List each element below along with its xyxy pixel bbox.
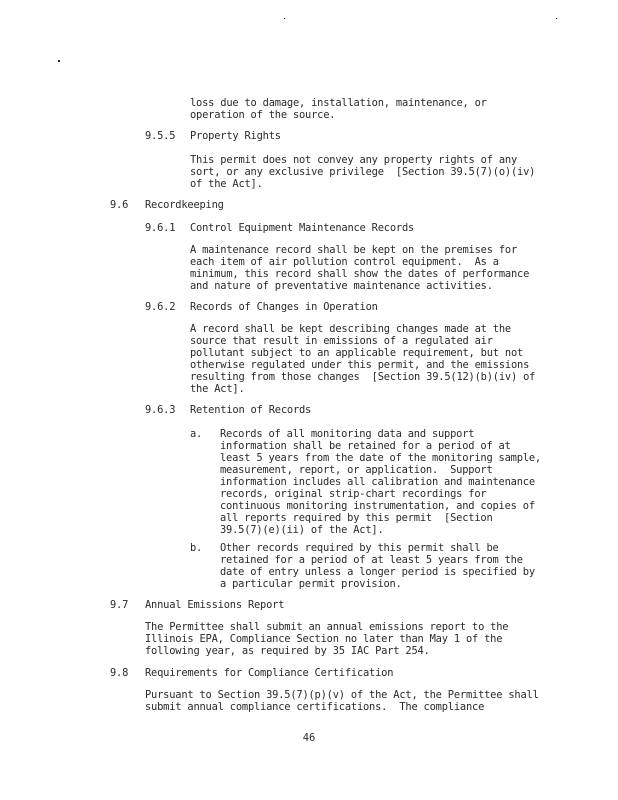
paragraph-line: information includes all calibration and maintenance (220, 476, 535, 488)
paragraph-line: source that result in emissions of a regulated air (190, 335, 493, 347)
paragraph-line: sort, or any exclusive privilege [Section 39.5(7)(o)(iv) (190, 166, 536, 178)
paragraph-line: Other records required by this permit shall be (220, 542, 499, 554)
section-number: 9.6.1 (145, 222, 176, 234)
section-heading: Retention of Records (190, 404, 312, 416)
paragraph-line: This permit does not convey any property rights of any (190, 154, 518, 166)
subitem-label: a. (190, 428, 203, 440)
section-paragraph (190, 244, 529, 292)
section-heading: Records of Changes in Operation (190, 301, 378, 313)
subitem-paragraph (220, 542, 535, 590)
paragraph-line: otherwise regulated under this permit, and the emissions (190, 359, 530, 371)
paragraph-line: loss due to damage, installation, maintenance, or (190, 97, 487, 109)
paragraph-line: 39.5(7)(e)(ii) of the Act]. (220, 524, 384, 536)
paragraph-line: A maintenance record shall be kept on the premises for (190, 244, 518, 256)
paragraph-line: Records of all monitoring data and support (220, 428, 475, 440)
paragraph-line: continuous monitoring instrumentation, and copies of (220, 500, 535, 512)
paragraph-line: minimum, this record shall show the dates of performance (190, 268, 530, 280)
paragraph-line: measurement, report, or application. Support (220, 464, 493, 476)
paragraph-line: of the Act]. (190, 178, 263, 190)
paragraph-line: submit annual compliance certifications. The compliance (145, 701, 485, 713)
paragraph-line: resulting from those changes [Section 39.5(12)(b)(iv) of (190, 371, 536, 383)
section-number: 9.6 (110, 199, 129, 211)
scan-speck (556, 18, 557, 19)
paragraph-line: Illinois EPA, Compliance Section no later than May 1 of the (145, 633, 503, 645)
section-paragraph (145, 621, 508, 657)
section-number: 9.6.2 (145, 301, 176, 313)
paragraph-line: each item of air pollution control equipment. As a (190, 256, 499, 268)
scan-speck (284, 18, 285, 19)
paragraph-line: following year, as required by 35 IAC Part 254. (145, 645, 430, 657)
subitem-label: b. (190, 542, 203, 554)
paragraph-line: Pursuant to Section 39.5(7)(p)(v) of the Act, the Permittee shall (145, 689, 539, 701)
paragraph-line: The Permittee shall submit an annual emissions report to the (145, 621, 509, 633)
section-number: 9.8 (110, 667, 129, 679)
scan-speck (58, 60, 60, 62)
section-heading: Annual Emissions Report (145, 599, 285, 611)
subitem-paragraph (220, 428, 541, 536)
paragraph-line: A record shall be kept describing changes made at the (190, 323, 511, 335)
continuation-paragraph (190, 97, 487, 121)
section-number: 9.7 (110, 599, 129, 611)
paragraph-line: records, original strip-chart recordings for (220, 488, 487, 500)
paragraph-line: pollutant subject to an applicable requirement, but not (190, 347, 524, 359)
paragraph-line: all reports required by this permit [Section (220, 512, 493, 524)
section-heading: Control Equipment Maintenance Records (190, 222, 415, 234)
section-number: 9.5.5 (145, 130, 176, 142)
paragraph-line: retained for a period of at least 5 years from the (220, 554, 523, 566)
paragraph-line: information shall be retained for a period of at (220, 440, 511, 452)
section-paragraph (190, 323, 535, 395)
section-heading: Requirements for Compliance Certification (145, 667, 394, 679)
section-heading: Property Rights (190, 130, 281, 142)
page-number: 46 (302, 732, 316, 744)
paragraph-line: and nature of preventative maintenance activities. (190, 280, 493, 292)
paragraph-line: a particular permit provision. (220, 578, 402, 590)
paragraph-line: least 5 years from the date of the monitoring sample, (220, 452, 541, 464)
section-number: 9.6.3 (145, 404, 176, 416)
paragraph-line: operation of the source. (190, 109, 336, 121)
paragraph-line: date of entry unless a longer period is specified by (220, 566, 535, 578)
section-heading: Recordkeeping (145, 199, 224, 211)
section-paragraph (190, 154, 535, 190)
section-paragraph (145, 689, 539, 713)
paragraph-line: the Act]. (190, 383, 245, 395)
